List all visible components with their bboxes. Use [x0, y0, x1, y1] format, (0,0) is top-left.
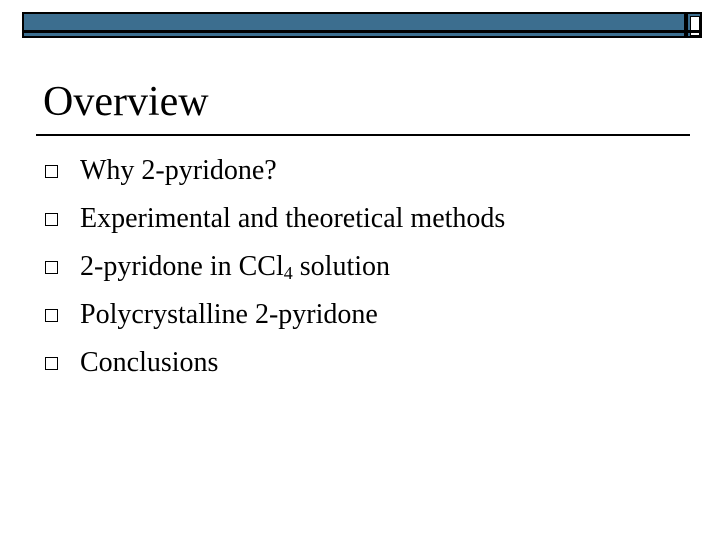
hollow-square-bullet-icon	[45, 165, 58, 178]
header-corner-box	[686, 12, 702, 38]
bullet-text: Experimental and theoretical methods	[80, 203, 506, 234]
bullet-text-subscript: 4	[283, 263, 293, 283]
hollow-square-bullet-icon	[45, 261, 58, 274]
hollow-square-bullet-icon	[45, 357, 58, 370]
slide-title: Overview	[43, 79, 209, 125]
list-item	[0, 297, 700, 345]
list-item	[0, 345, 700, 393]
hollow-square-bullet-icon	[45, 309, 58, 322]
bullet-text-main: 2-pyridone in CCl	[80, 251, 284, 282]
title-underline	[36, 134, 690, 136]
bullet-list	[0, 153, 700, 393]
header-banner-stripe	[22, 30, 686, 33]
bullet-text-tail: solution	[292, 251, 390, 282]
list-item	[0, 249, 700, 297]
bullet-text: Conclusions	[80, 347, 219, 378]
header-corner-stripe	[686, 30, 702, 33]
header-corner-box-inner	[690, 16, 700, 36]
list-item	[0, 153, 700, 201]
bullet-text	[80, 249, 390, 285]
list-item	[0, 201, 700, 249]
bullet-text: Why 2-pyridone?	[80, 155, 277, 186]
bullet-text: Polycrystalline 2-pyridone	[80, 299, 378, 330]
hollow-square-bullet-icon	[45, 213, 58, 226]
header-banner	[22, 12, 686, 38]
